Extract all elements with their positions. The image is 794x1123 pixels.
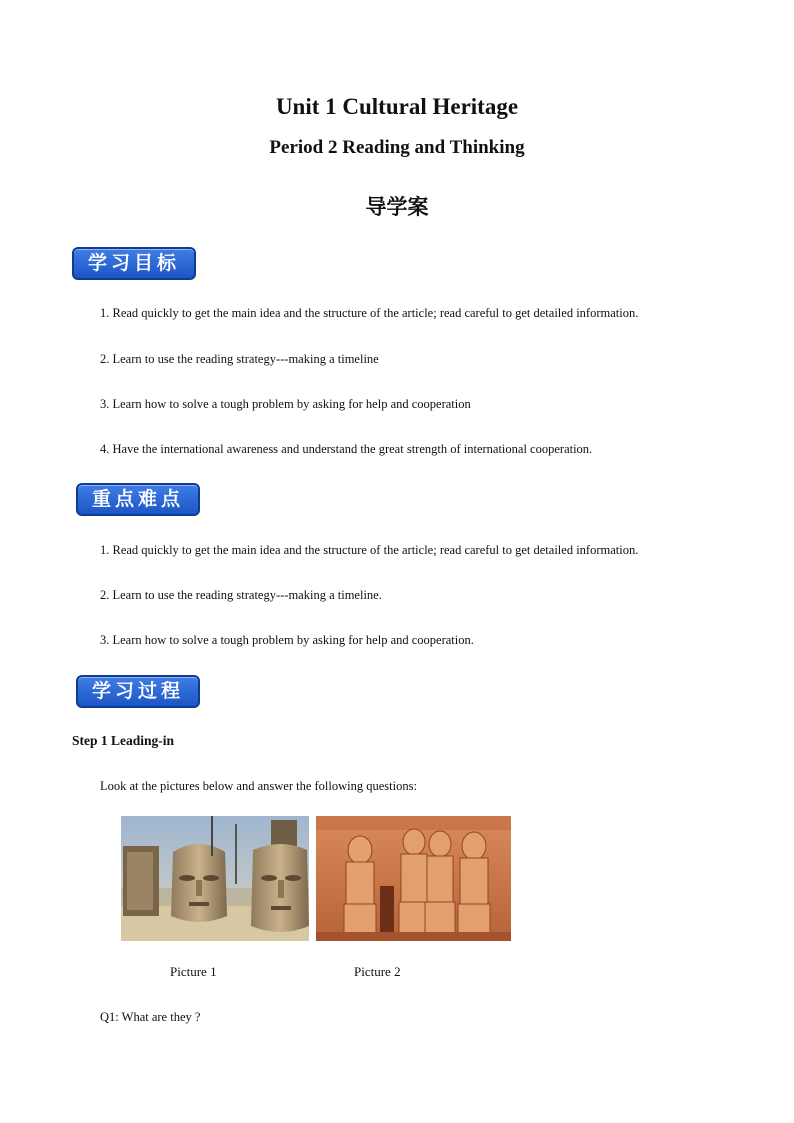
- objective-item: 3. Learn how to solve a tough problem by asking for help and cooperation: [100, 397, 471, 411]
- objective-item: 1. Read quickly to get the main idea and the structure of the article; read careful to get detailed information.: [100, 306, 639, 320]
- picture-2-caption: Picture 2: [354, 964, 401, 979]
- doc-subtitle: Period 2 Reading and Thinking: [269, 137, 525, 158]
- objective-item: 2. Learn to use the reading strategy---making a timeline: [100, 352, 379, 366]
- objective-item: 4. Have the international awareness and understand the great strength of international cooperation.: [100, 442, 593, 456]
- instruction-text: Look at the pictures below and answer the following questions:: [100, 779, 417, 793]
- key-point-item: 1. Read quickly to get the main idea and the structure of the article; read careful to get detailed information.: [100, 543, 639, 557]
- picture-2-image: [316, 816, 511, 941]
- objectives-badge: 学习目标: [72, 247, 196, 280]
- question-text: Q1: What are they ?: [100, 1010, 201, 1024]
- guide-heading: 导学案: [365, 195, 429, 219]
- process-badge: 学习过程: [76, 675, 200, 708]
- key-point-item: 2. Learn to use the reading strategy---making a timeline.: [100, 588, 382, 602]
- doc-title: Unit 1 Cultural Heritage: [275, 94, 519, 119]
- key-points-badge: 重点难点: [76, 483, 200, 516]
- picture-1-caption: Picture 1: [170, 964, 217, 979]
- step-title: Step 1 Leading-in: [72, 733, 175, 748]
- picture-1-image: [121, 816, 309, 941]
- key-point-item: 3. Learn how to solve a tough problem by asking for help and cooperation.: [100, 633, 474, 647]
